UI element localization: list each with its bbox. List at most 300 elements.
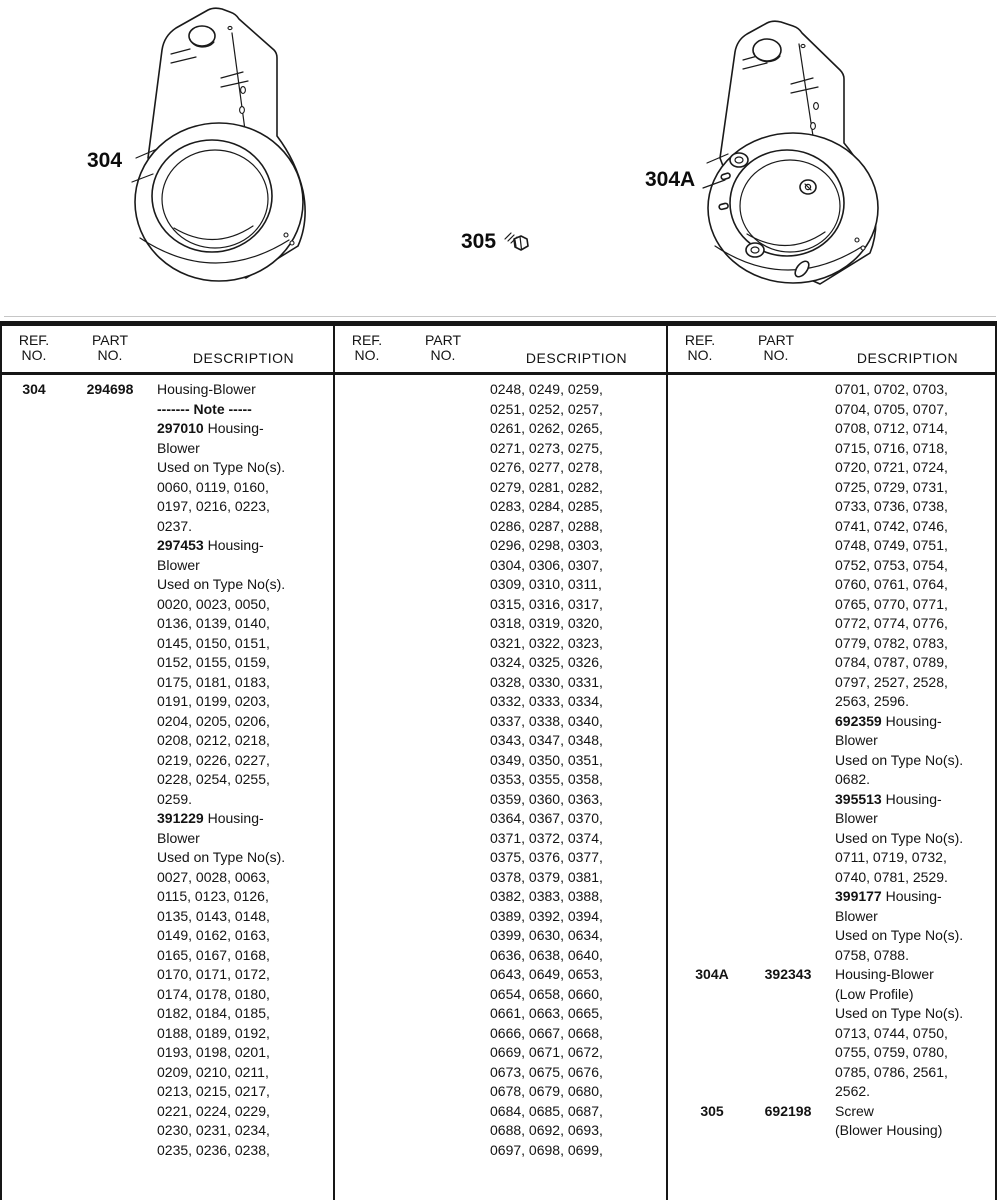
description-cell: [487, 985, 666, 1005]
description-cell: [487, 614, 666, 634]
description-text: Blower: [157, 439, 200, 456]
description-text: 0230, 0231, 0234,: [157, 1122, 270, 1138]
description-cell: [154, 1141, 333, 1161]
description-cell: [487, 497, 666, 517]
ref-no-cell: [335, 653, 399, 673]
table-row: [335, 809, 666, 829]
description-cell: [832, 809, 995, 829]
table-row: [668, 868, 995, 888]
description-cell: [154, 712, 333, 732]
part-no-cell: [66, 751, 154, 771]
table-row: [668, 1102, 995, 1122]
description-cell: [832, 673, 995, 693]
table-row: [2, 946, 333, 966]
table-row: [335, 380, 666, 400]
part-no-cell: [66, 1102, 154, 1122]
description-cell: [154, 419, 333, 439]
part-no-cell: [399, 848, 487, 868]
ref-no-cell: [335, 887, 399, 907]
table-row: [335, 653, 666, 673]
ref-no-cell: [680, 1024, 744, 1044]
part-no-cell: [744, 790, 832, 810]
description-cell: [832, 1102, 995, 1122]
part-no-cell: [744, 1063, 832, 1083]
part-no-cell: [66, 1121, 154, 1141]
table-row: [668, 1063, 995, 1083]
description-text: 0276, 0277, 0278,: [490, 459, 603, 475]
part-no-cell: [399, 419, 487, 439]
description-text: 0748, 0749, 0751,: [835, 537, 948, 553]
ref-no-cell: [335, 985, 399, 1005]
table-row: [335, 926, 666, 946]
part-no-cell: [744, 517, 832, 537]
description-text: Used on Type No(s).: [157, 849, 286, 865]
description-cell: [154, 926, 333, 946]
table-row: [335, 614, 666, 634]
part-no-cell: [399, 497, 487, 517]
part-no-cell: [744, 731, 832, 751]
ref-no-cell: [2, 770, 66, 790]
part-no-cell: [66, 848, 154, 868]
description-text: 0765, 0770, 0771,: [835, 595, 948, 612]
description-text: 0165, 0167, 0168,: [157, 946, 270, 963]
ref-no-cell: [335, 1082, 399, 1102]
ref-no-cell: [2, 1004, 66, 1024]
ref-no-cell: [2, 517, 66, 537]
description-cell: [154, 848, 333, 868]
part-no-cell: [744, 497, 832, 517]
ref-no-cell: [2, 595, 66, 615]
description-text: 0688, 0692, 0693,: [490, 1122, 603, 1138]
ref-no-cell: [2, 809, 66, 829]
ref-no-cell: [680, 1043, 744, 1063]
table-row: [335, 575, 666, 595]
description-text: (Blower Housing): [835, 1122, 943, 1138]
description-text: 0228, 0254, 0255,: [157, 771, 270, 787]
part-no-cell: [399, 380, 487, 400]
table-row: [2, 536, 333, 556]
part-no-cell: [399, 965, 487, 985]
description-text: Used on Type No(s).: [157, 576, 286, 592]
part-no-cell: [744, 419, 832, 439]
description-cell: [487, 946, 666, 966]
description-cell: [154, 400, 333, 420]
part-no-cell: [744, 887, 832, 907]
description-cell: [832, 400, 995, 420]
table-row: [668, 926, 995, 946]
description-cell: [154, 790, 333, 810]
ref-no-cell: [680, 848, 744, 868]
description-text: 0283, 0284, 0285,: [490, 498, 603, 514]
description-cell: [832, 1121, 995, 1141]
description-cell: [487, 517, 666, 537]
part-no-cell: [744, 1043, 832, 1063]
ref-no-cell: [680, 1004, 744, 1024]
description-text: 0208, 0212, 0218,: [157, 732, 270, 748]
description-text: 0213, 0215, 0217,: [157, 1083, 270, 1099]
table-row: [2, 1121, 333, 1141]
description-text: Used on Type No(s).: [835, 1005, 964, 1021]
description-cell: [154, 985, 333, 1005]
ref-no-cell: [335, 692, 399, 712]
part-no-cell: [399, 536, 487, 556]
ref-no-cell: [2, 848, 66, 868]
description-text: 0337, 0338, 0340,: [490, 712, 603, 729]
ref-no-cell: [2, 536, 66, 556]
table-row: [2, 887, 333, 907]
description-text: Blower: [835, 907, 878, 924]
description-cell: [832, 848, 995, 868]
description-text: 0175, 0181, 0183,: [157, 673, 270, 690]
header-column-2: [335, 326, 668, 372]
description-cell: [832, 985, 995, 1005]
description-text: Used on Type No(s).: [157, 459, 286, 475]
part-no-cell: [66, 419, 154, 439]
ref-no-cell: [335, 439, 399, 459]
table-row: [2, 380, 333, 400]
description-text: 0279, 0281, 0282,: [490, 478, 603, 495]
description-cell: [154, 536, 333, 556]
table-row: [2, 751, 333, 771]
table-row: [668, 965, 995, 985]
table-row: [335, 751, 666, 771]
part-no-cell: [744, 634, 832, 654]
description-text: 0364, 0367, 0370,: [490, 810, 603, 826]
table-row: [335, 712, 666, 732]
part-no-cell: [399, 634, 487, 654]
part-no-cell: [399, 1004, 487, 1024]
description-text: 0375, 0376, 0377,: [490, 849, 603, 865]
description-text: 0209, 0210, 0211,: [157, 1063, 269, 1080]
ref-no-cell: [680, 1063, 744, 1083]
description-text: Screw: [835, 1102, 874, 1119]
description-text: Blower: [835, 810, 878, 826]
table-header: [2, 326, 995, 375]
description-cell: [487, 673, 666, 693]
part-no-cell: [399, 439, 487, 459]
ref-no-cell: [2, 985, 66, 1005]
description-cell: [154, 380, 333, 400]
ref-no-cell: [335, 946, 399, 966]
part-no-cell: [66, 712, 154, 732]
description-text: 0135, 0143, 0148,: [157, 907, 270, 924]
ref-no-cell: [680, 1121, 744, 1141]
description-cell: [154, 1063, 333, 1083]
description-text: 0673, 0675, 0676,: [490, 1063, 603, 1080]
description-text: Used on Type No(s).: [835, 927, 964, 943]
table-row: [335, 887, 666, 907]
ref-no-cell: [335, 868, 399, 888]
description-text: 0758, 0788.: [835, 946, 909, 963]
description-cell: [487, 829, 666, 849]
ref-no-cell: [335, 1024, 399, 1044]
part-no-cell: [66, 1141, 154, 1161]
description-text: 0204, 0205, 0206,: [157, 712, 270, 729]
description-text: 0371, 0372, 0374,: [490, 829, 603, 846]
table-row: [668, 829, 995, 849]
description-text: 391229: [157, 810, 204, 826]
table-row: [335, 419, 666, 439]
table-row: [335, 770, 666, 790]
part-no-cell: [66, 536, 154, 556]
ref-no-cell: [335, 1043, 399, 1063]
part-no-cell: [399, 400, 487, 420]
description-cell: [154, 751, 333, 771]
description-cell: [832, 965, 995, 985]
ref-no-cell: [335, 634, 399, 654]
ref-no-cell: [335, 790, 399, 810]
ref-no-cell: [2, 868, 66, 888]
description-text: 0697, 0698, 0699,: [490, 1141, 603, 1158]
description-cell: [154, 439, 333, 459]
description-text: 0145, 0150, 0151,: [157, 634, 270, 651]
ref-no-cell: [680, 907, 744, 927]
table-row: [2, 1141, 333, 1161]
description-text: 0251, 0252, 0257,: [490, 400, 603, 417]
description-text: 0219, 0226, 0227,: [157, 751, 270, 768]
table-row: [668, 848, 995, 868]
table-row: [2, 731, 333, 751]
part-no-cell: [399, 770, 487, 790]
description-text: 0321, 0322, 0323,: [490, 634, 603, 651]
description-cell: [487, 536, 666, 556]
table-row: [2, 829, 333, 849]
table-row: [2, 809, 333, 829]
description-text: 0324, 0325, 0326,: [490, 654, 603, 670]
table-row: [668, 497, 995, 517]
ref-no-cell: [680, 770, 744, 790]
part-no-cell: [66, 673, 154, 693]
ref-no-cell: [2, 614, 66, 634]
description-text: 0152, 0155, 0159,: [157, 654, 270, 670]
ref-no-cell: [2, 1141, 66, 1161]
table-row: [668, 614, 995, 634]
description-cell: [487, 1102, 666, 1122]
description-text: 0755, 0759, 0780,: [835, 1044, 948, 1060]
description-text: 0353, 0355, 0358,: [490, 771, 603, 787]
part-no-cell: [399, 907, 487, 927]
description-cell: [832, 1024, 995, 1044]
description-text: 0304, 0306, 0307,: [490, 556, 603, 573]
description-text: 0193, 0198, 0201,: [157, 1044, 270, 1060]
description-cell: [487, 380, 666, 400]
part-no-cell: [66, 887, 154, 907]
table-row: [668, 1024, 995, 1044]
description-text: 0682.: [835, 771, 871, 787]
ref-no-cell: [680, 556, 744, 576]
part-no-cell: [66, 1024, 154, 1044]
table-row: [2, 1102, 333, 1122]
table-row: [2, 400, 333, 420]
description-text: 0170, 0171, 0172,: [157, 966, 270, 982]
description-text: 0752, 0753, 0754,: [835, 556, 948, 573]
description-cell: [487, 790, 666, 810]
description-cell: [832, 868, 995, 888]
description-text: 2563, 2596.: [835, 693, 909, 709]
part-no-cell: [66, 731, 154, 751]
description-text: 0666, 0667, 0668,: [490, 1024, 603, 1041]
description-cell: [832, 692, 995, 712]
table-row: [335, 556, 666, 576]
ref-no-cell: [680, 634, 744, 654]
part-no-cell: [744, 614, 832, 634]
description-cell: [832, 556, 995, 576]
description-cell: [487, 556, 666, 576]
description-cell: [832, 653, 995, 673]
description-cell: [832, 1082, 995, 1102]
description-text: Housing-: [881, 790, 942, 807]
description-text: 0349, 0350, 0351,: [490, 751, 603, 768]
table-row: [2, 965, 333, 985]
ref-no-cell: [680, 497, 744, 517]
description-text: 0248, 0249, 0259,: [490, 381, 603, 397]
description-cell: [154, 595, 333, 615]
table-row: [335, 536, 666, 556]
description-cell: [487, 1043, 666, 1063]
table-row: [2, 614, 333, 634]
part-no-cell: [399, 712, 487, 732]
table-row: [668, 887, 995, 907]
part-no-cell: [399, 653, 487, 673]
description-text: 297010: [157, 420, 204, 436]
part-no-cell: [399, 458, 487, 478]
table-row: [2, 478, 333, 498]
ref-no-cell: [335, 1121, 399, 1141]
part-no-cell: [66, 400, 154, 420]
description-cell: [154, 458, 333, 478]
table-row: [2, 673, 333, 693]
description-text: 0237.: [157, 517, 193, 534]
table-row: [335, 673, 666, 693]
description-text: 0704, 0705, 0707,: [835, 400, 948, 417]
table-row: [2, 497, 333, 517]
ref-no-cell: [2, 673, 66, 693]
ref-no-cell: [680, 653, 744, 673]
part-no-cell: [399, 673, 487, 693]
ref-no-cell: [335, 419, 399, 439]
part-no-cell: [744, 926, 832, 946]
description-text: 0318, 0319, 0320,: [490, 615, 603, 631]
part-no-cell: [744, 946, 832, 966]
table-row: [335, 400, 666, 420]
table-row: [668, 790, 995, 810]
description-cell: [154, 770, 333, 790]
table-row: [2, 634, 333, 654]
ref-no-cell: [680, 946, 744, 966]
description-cell: [487, 887, 666, 907]
table-row: [2, 595, 333, 615]
part-no-cell: [66, 868, 154, 888]
description-cell: [154, 868, 333, 888]
description-text: 0328, 0330, 0331,: [490, 673, 603, 690]
part-no-cell: [399, 790, 487, 810]
part-no-cell: [66, 653, 154, 673]
part-no-cell: [399, 595, 487, 615]
description-text: 0332, 0333, 0334,: [490, 693, 603, 709]
table-row: [335, 497, 666, 517]
part-no-cell: 294698: [86, 381, 134, 397]
table-row: [335, 965, 666, 985]
description-cell: [832, 419, 995, 439]
part-no-cell: [399, 1102, 487, 1122]
part-no-cell: [399, 751, 487, 771]
ref-no-cell: [2, 887, 66, 907]
description-cell: [154, 907, 333, 927]
description-cell: [487, 809, 666, 829]
ref-no-cell: [2, 556, 66, 576]
ref-no-cell: [2, 946, 66, 966]
description-cell: [832, 1063, 995, 1083]
description-text: Used on Type No(s).: [835, 751, 964, 768]
description-text: 0661, 0663, 0665,: [490, 1005, 603, 1021]
table-row: [668, 653, 995, 673]
ref-no-cell: [680, 517, 744, 537]
description-text: 0715, 0716, 0718,: [835, 439, 948, 456]
description-text: 0701, 0702, 0703,: [835, 381, 948, 397]
ref-no-cell: [680, 439, 744, 459]
part-no-cell: [66, 829, 154, 849]
description-text: 0149, 0162, 0163,: [157, 927, 270, 943]
table-row: [335, 848, 666, 868]
description-cell: [832, 790, 995, 810]
ref-no-cell: [335, 712, 399, 732]
ref-no-cell: [335, 809, 399, 829]
table-row: [335, 692, 666, 712]
table-column-1: [2, 375, 335, 1200]
ref-no-cell: [680, 478, 744, 498]
table-column-2: [335, 375, 668, 1200]
table-row: [335, 868, 666, 888]
description-cell: [154, 829, 333, 849]
table-row: [335, 985, 666, 1005]
description-cell: [154, 673, 333, 693]
description-cell: [487, 478, 666, 498]
table-row: [668, 458, 995, 478]
description-text: 0779, 0782, 0783,: [835, 634, 948, 651]
ref-no-cell: [2, 926, 66, 946]
description-text: 0343, 0347, 0348,: [490, 732, 603, 748]
table-row: [2, 1004, 333, 1024]
description-text: 0389, 0392, 0394,: [490, 907, 603, 924]
part-no-cell: [399, 1121, 487, 1141]
part-no-cell: [399, 731, 487, 751]
description-cell: [487, 965, 666, 985]
part-no-cell: [66, 985, 154, 1005]
part-no-cell: [399, 829, 487, 849]
table-row: [2, 1082, 333, 1102]
table-row: [335, 790, 666, 810]
description-cell: [154, 692, 333, 712]
description-cell: [487, 712, 666, 732]
ref-no-cell: [2, 829, 66, 849]
description-text: 0669, 0671, 0672,: [490, 1044, 603, 1060]
description-cell: [832, 712, 995, 732]
description-cell: [487, 458, 666, 478]
blower-housing-304-drawing: [126, 6, 310, 282]
table-row: [335, 1141, 666, 1161]
description-text: 0221, 0224, 0229,: [157, 1102, 270, 1119]
ref-no-cell: [2, 712, 66, 732]
table-row: [2, 1043, 333, 1063]
ref-no-cell: [680, 790, 744, 810]
description-cell: [487, 400, 666, 420]
description-text: 0741, 0742, 0746,: [835, 517, 948, 534]
description-cell: [487, 1141, 666, 1161]
ref-no-cell: [2, 1102, 66, 1122]
part-no-header: PART NO.: [757, 332, 795, 363]
description-cell: [487, 926, 666, 946]
description-cell: [154, 1024, 333, 1044]
